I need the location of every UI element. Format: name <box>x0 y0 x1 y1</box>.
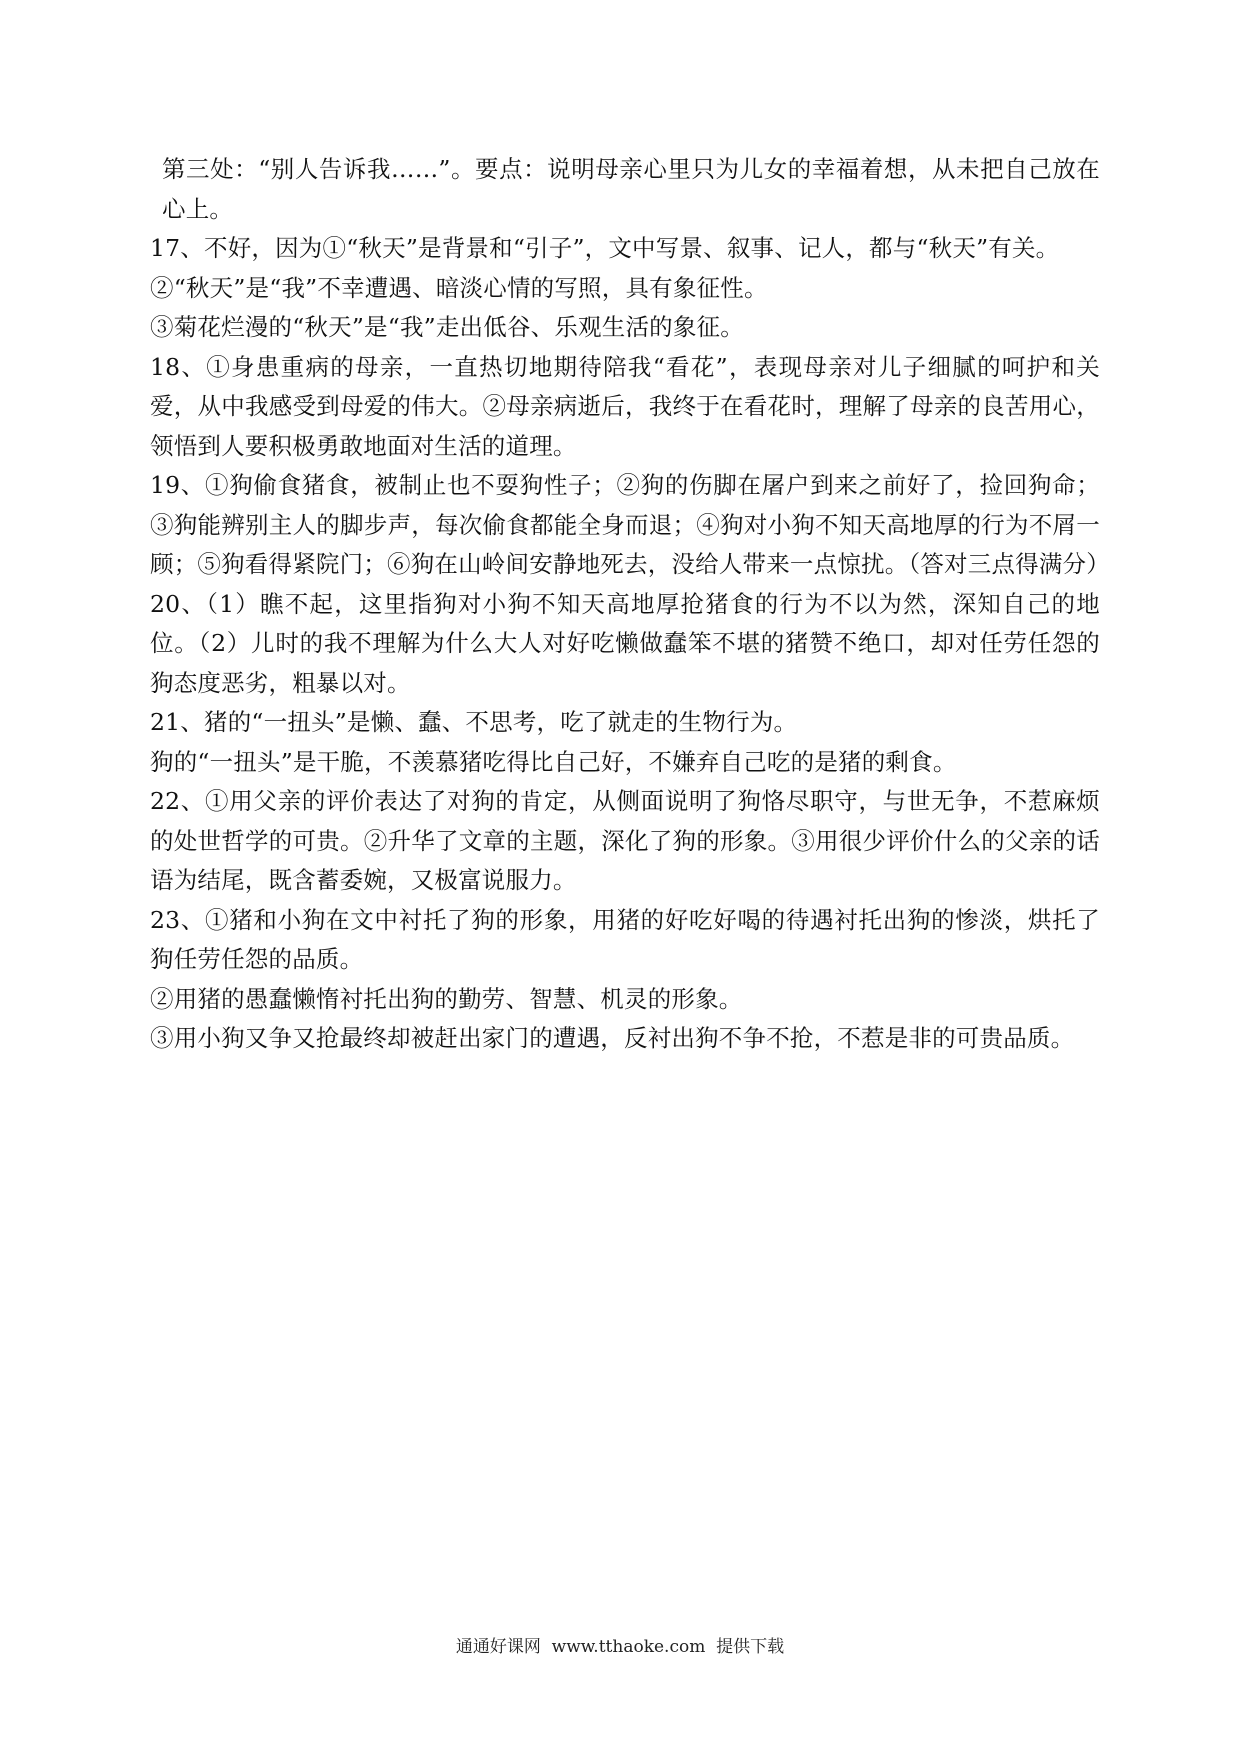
answer-21-dog: 狗的“一扭头”是干脆，不羡慕猪吃得比自己好，不嫌弃自己吃的是猪的剩食。 <box>150 747 957 776</box>
answer-23-point-3: ③用小狗又争又抢最终却被赶出家门的遭遇，反衬出狗不争不抢，不惹是非的可贵品质。 <box>150 1024 1075 1052</box>
answer-20: 20、（1）瞧不起，这里指狗对小狗不知天高地厚抢猪食的行为不以为然，深知自己的地位。（2）儿时的我不理解为什么大人对好吃懒做蠢笨不堪的猪赞不绝口，却对任劳任怨的狗态度恶劣，粗暴以对。 <box>150 589 1100 697</box>
footer-source-text: 通通好课网 www.tthaoke.com 提供下载 <box>455 1637 785 1657</box>
answer-22: 22、①用父亲的评价表达了对狗的肯定，从侧面说明了狗恪尽职守，与世无争，不惹麻烦的处世哲学的可贵。②升华了文章的主题，深化了狗的形象。③用很少评价什么的父亲的话语为结尾，既含蓄委婉，又极富说服力。 <box>150 787 1100 894</box>
answer-18: 18、①身患重病的母亲，一直热切地期待陪我“看花”，表现母亲对儿子细腻的呵护和关爱，从中我感受到母爱的伟大。②母亲病逝后，我终于在看花时，理解了母亲的良苦用心，领悟到人要积极勇敢地面对生活的道理。 <box>150 352 1100 460</box>
answer-21: 21、猪的“一扭头”是懒、蠢、不思考，吃了就走的生物行为。 <box>150 708 798 736</box>
answer-23-point-2: ②用猪的愚蠢懒惰衬托出狗的勤劳、智慧、机灵的形象。 <box>150 984 743 1013</box>
answer-content <box>150 150 1110 1059</box>
answer-17-point-3: ③菊花烂漫的“秋天”是“我”走出低谷、乐观生活的象征。 <box>150 313 744 341</box>
answer-23: 23、①猪和小狗在文中衬托了狗的形象，用猪的好吃好喝的待遇衬托出狗的惨淡，烘托了狗任劳任怨的品质。 <box>150 905 1100 973</box>
answer-19: 19、①狗偷食猪食，被制止也不耍狗性子；②狗的伤脚在屠户到来之前好了，捡回狗命；③狗能辨别主人的脚步声，每次偷食都能全身而退；④狗对小狗不知天高地厚的行为不屑一顾；⑤狗看得紧院门；⑥狗在山岭间安静地死去，没给人带来一点惊扰。（答对三点得满分） <box>150 471 1110 578</box>
answer-17: 17、不好，因为①“秋天”是背景和“引子”，文中写景、叙事、记人，都与“秋天”有关。 <box>150 234 1060 262</box>
answer-17-point-2: ②“秋天”是“我”不幸遭遇、暗淡心情的写照，具有象征性。 <box>150 273 768 302</box>
answer-paragraph-point-three: 第三处：“别人告诉我……”。要点：说明母亲心里只为儿女的幸福着想，从未把自己放在心上。 <box>162 155 1100 223</box>
